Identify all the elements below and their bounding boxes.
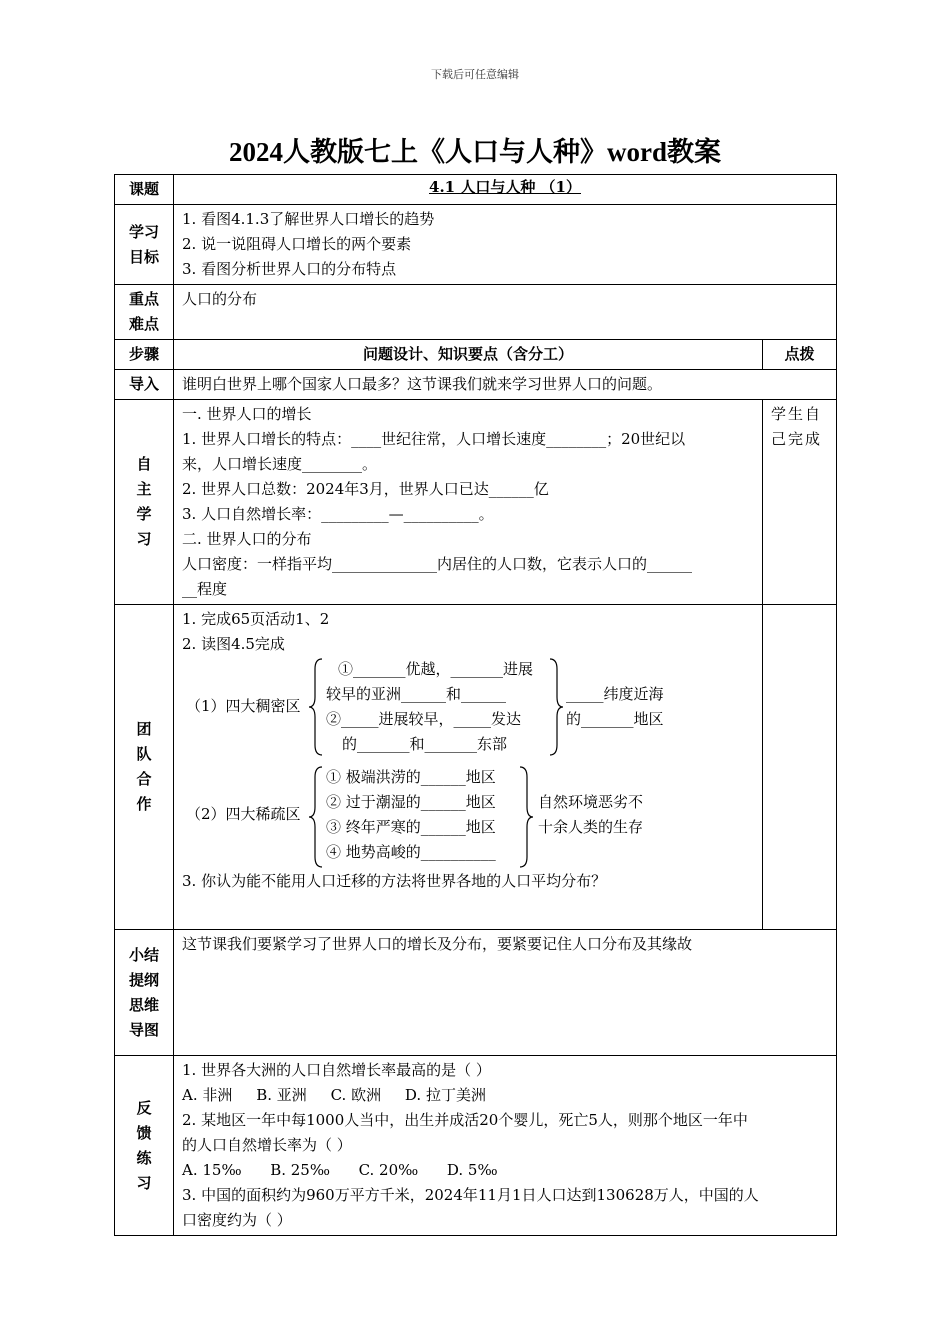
objectives-label-line-1: 学习 <box>128 222 159 241</box>
sparse-areas-label: （2）四大稀疏区 <box>186 805 301 823</box>
page-title: 2024人教版七上《人口与人种》word教案 <box>229 137 721 167</box>
feedback-label-char: 馈 <box>136 1123 152 1142</box>
teamwork-line: 1. 完成65页活动1、2 <box>182 610 330 628</box>
objectives-label-line-2: 目标 <box>128 247 159 266</box>
feedback-label <box>115 1056 174 1236</box>
feedback-line: A. 非洲 B. 亚洲 C. 欧洲 D. 拉丁美洲 <box>182 1086 486 1104</box>
row-intro <box>115 370 837 400</box>
dense-conclusion-line: 的_______地区 <box>566 710 664 728</box>
self-study-label-char: 主 <box>136 480 152 498</box>
steps-center-header: 问题设计、知识要点（含分工） <box>174 340 763 370</box>
dense-area-line: ①_______优越，_______进展 <box>338 660 534 678</box>
right-brace-icon <box>518 765 534 869</box>
objective-item: 3. 看图分析世界人口的分布特点 <box>182 260 397 278</box>
summary-value: 这节课我们要紧学习了世界人口的增长及分布，要紧要记住人口分布及其缘故 <box>174 930 837 1056</box>
row-steps-header <box>115 340 837 370</box>
intro-value: 谁明白世界上哪个国家人口最多？这节课我们就来学习世界人口的问题。 <box>174 370 837 400</box>
self-study-label-char: 学 <box>136 505 152 523</box>
header-note: 下载后可任意编辑 <box>431 68 519 81</box>
row-topic <box>115 175 837 205</box>
sparse-area-line: ④ 地势高峻的__________ <box>326 843 496 861</box>
self-study-note: 学生自己完成 <box>763 400 837 605</box>
dense-conclusion-line: _____纬度近海 <box>566 685 664 703</box>
right-brace-icon <box>548 657 564 757</box>
dense-areas-lines <box>326 657 533 757</box>
steps-right-header: 点拨 <box>763 340 837 370</box>
sparse-area-line: ② 过于潮湿的______地区 <box>326 793 496 811</box>
objectives-list <box>174 205 837 285</box>
self-study-label-char: 自 <box>136 455 152 473</box>
summary-label-line: 导图 <box>128 1020 159 1039</box>
self-study-line: 来，人口增长速度________。 <box>182 455 378 473</box>
objective-item: 1. 看图4.1.3了解世界人口增长的趋势 <box>182 210 435 228</box>
objectives-label <box>115 205 174 285</box>
feedback-label-char: 习 <box>136 1173 152 1192</box>
sparse-areas-lines <box>326 765 496 865</box>
lesson-plan-table <box>114 174 837 1236</box>
dense-areas-conclusion <box>566 682 664 732</box>
self-study-line: 二. 世界人口的分布 <box>182 530 312 548</box>
dense-area-line: 较早的亚洲______和______ <box>326 685 507 703</box>
self-study-line: __程度 <box>182 580 228 598</box>
dense-area-line: ②_____进展较早，_____发达 <box>326 710 522 728</box>
row-self-study <box>115 400 837 605</box>
sparse-area-line: ① 极端洪涝的______地区 <box>326 768 496 786</box>
left-brace-icon <box>308 657 324 757</box>
key-points-label-line-1: 重点 <box>128 290 159 308</box>
feedback-line: 1. 世界各大洲的人口自然增长率最高的是（ ） <box>182 1061 491 1079</box>
key-points-label <box>115 285 174 340</box>
feedback-line: A. 15‰ B. 25‰ C. 20‰ D. 5‰ <box>182 1161 498 1179</box>
teamwork-content <box>174 605 763 930</box>
intro-label: 导入 <box>115 370 174 400</box>
row-summary <box>115 930 837 1056</box>
row-teamwork <box>115 605 837 930</box>
steps-label: 步骤 <box>115 340 174 370</box>
dense-areas-label: （1）四大稠密区 <box>186 697 301 715</box>
sparse-areas-group <box>186 765 754 869</box>
feedback-label-char: 反 <box>136 1098 152 1117</box>
dense-area-line: 的_______和_______东部 <box>342 735 508 753</box>
self-study-line: 人口密度：一样指平均______________内居住的人口数，它表示人口的______ <box>182 555 693 573</box>
key-points-label-line-2: 难点 <box>128 315 159 333</box>
self-study-line: 3. 人口自然增长率：_________—__________。 <box>182 505 494 523</box>
left-brace-icon <box>308 765 324 869</box>
self-study-label-char: 习 <box>136 530 152 548</box>
summary-label <box>115 930 174 1056</box>
row-key-points <box>115 285 837 340</box>
teamwork-line: 2. 读图4.5完成 <box>182 635 285 653</box>
sparse-area-line: ③ 终年严寒的______地区 <box>326 818 496 836</box>
objective-item: 2. 说一说阻碍人口增长的两个要素 <box>182 235 412 253</box>
topic-value: 4.1 人口与人种 （1） <box>174 175 837 205</box>
teamwork-label-char: 作 <box>136 795 152 813</box>
teamwork-label-char: 合 <box>136 770 152 788</box>
summary-label-line: 小结 <box>128 945 159 964</box>
sparse-conclusion-line: 十余人类的生存 <box>538 818 644 836</box>
row-feedback <box>115 1056 837 1236</box>
summary-label-line: 提纲 <box>128 970 159 989</box>
teamwork-note <box>763 605 837 930</box>
summary-label-line: 思维 <box>128 995 159 1014</box>
self-study-label <box>115 400 174 605</box>
feedback-label-char: 练 <box>136 1148 152 1167</box>
self-study-line: 1. 世界人口增长的特点：____世纪往常，人口增长速度________；20世纪以 <box>182 430 686 448</box>
teamwork-line: 3. 你认为能不能用人口迁移的方法将世界各地的人口平均分布？ <box>182 872 607 890</box>
feedback-line: 的人口自然增长率为（ ） <box>182 1136 352 1154</box>
self-study-content <box>174 400 763 605</box>
feedback-line: 2. 某地区一年中每1000人当中，出生并成活20个婴儿，死亡5人，则那个地区一年中 <box>182 1111 748 1129</box>
dense-areas-group <box>186 657 754 757</box>
feedback-content <box>174 1056 837 1236</box>
key-points-value: 人口的分布 <box>174 285 837 340</box>
feedback-line: 口密度约为（ ） <box>182 1211 292 1229</box>
teamwork-label-char: 团 <box>136 720 152 738</box>
teamwork-label-char: 队 <box>136 745 152 763</box>
sparse-areas-conclusion <box>538 790 643 840</box>
sparse-conclusion-line: 自然环境恶劣不 <box>538 793 644 811</box>
teamwork-label <box>115 605 174 930</box>
self-study-line: 2. 世界人口总数：2024年3月，世界人口已达______亿 <box>182 480 549 498</box>
topic-label: 课题 <box>115 175 174 205</box>
row-objectives <box>115 205 837 285</box>
self-study-line: 一. 世界人口的增长 <box>182 405 312 423</box>
feedback-line: 3. 中国的面积约为960万平方千米，2024年11月1日人口达到130628万人，中国的人 <box>182 1186 759 1204</box>
